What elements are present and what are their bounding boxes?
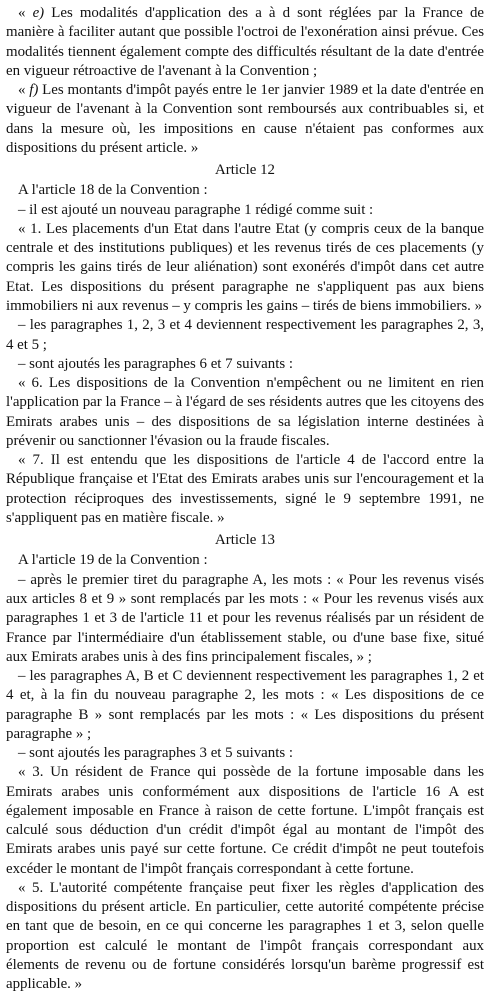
article-12-item-1: – il est ajouté un nouveau paragraphe 1 rédigé comme suit : (18, 201, 374, 218)
article-12-item-2: – les paragraphes 1, 2, 3 et 4 deviennent respectivement les paragraphes 2, 3, 4 et 5 ; (6, 317, 484, 353)
article-13-item-3: – sont ajoutés les paragraphes 3 et 5 suivants : (18, 745, 294, 762)
article-13-heading: Article 13 (215, 532, 275, 549)
paragraph-e-text: Les modalités d'application des a à d sont réglées par la France de manière à faciliter autant que possible l'octroi de l'exonération ainsi prévue. Ces modalités tiennent également compte des difficultés résultant de la date d'entrée en vigueur rétroactive de l'avenant à la Convention ; (6, 5, 484, 79)
article-13-item-2: – les paragraphes A, B et C deviennent respectivement les paragraphes 1, 2 et 4 et, à la fin du nouveau paragraphe 2, les mots : « Les dispositions de ce paragraphe B » sont remplacés par les mots : « Les dispositions du présent paragraphe » ; (6, 668, 484, 742)
article-13-quote-3: « 3. Un résident de France qui possède de la fortune imposable dans les Emirats arabes unis conformément aux dispositions de l'article 16 A est également imposable en France à raison de cette fortune. L'impôt français est calculé sous déduction d'un crédit d'impôt égal au montant de l'impôt des Emirats arabes unis payé sur cette fortune. Ce crédit d'impôt ne peut toutefois excéder le montant de l'impôt français correspondant à cette fortune. (6, 764, 484, 877)
paragraph-e-label: e) (32, 5, 45, 21)
article-13-item-1: – après le premier tiret du paragraphe A, les mots : « Pour les revenus visés aux articles 8 et 9 » sont remplacés par les mots : « Pour les revenus visés aux paragraphes 1 et 3 de l'article 11 et pour les revenus réalisés par un résident de France par l'intermédiaire d'un établissement stable, ou d'une base fixe, situé aux Emirats arabes unis à des fins principalement fiscales, » ; (6, 571, 484, 665)
paragraph-f-label: f) (29, 82, 39, 99)
article-12-heading: Article 12 (215, 162, 275, 179)
paragraph-f: « f) Les montants d'impôt payés entre le 1er janvier 1989 et la date d'entrée en vigueur de l'avenant à la Convention sont remboursés aux contribuables si, et dans la mesure où, les impositions en cause n'étaient pas conformes aux dispositions du présent article. » (6, 82, 484, 156)
article-12-intro: A l'article 18 de la Convention : (18, 182, 208, 199)
paragraph-e: « e) Les modalités d'application des a à d sont réglées par la France de manière à faciliter autant que possible l'octroi de l'exonération ainsi prévue. Ces modalités tiennent également compte des difficultés résultant de la date d'entrée en vigueur rétroactive de l'avenant à la Convention ; (6, 5, 484, 79)
paragraph-f-text: Les montants d'impôt payés entre le 1er janvier 1989 et la date d'entrée en vigueur de l'avenant à la Convention sont remboursés aux contribuables si, et dans la mesure où, les impositions en cause n'étaient pas conformes aux dispositions du présent article. » (6, 82, 484, 156)
article-12-quote-6: « 6. Les dispositions de la Convention n'empêchent ou ne limitent en rien l'application par la France – à l'égard de ses résidents autres que les citoyens des Emirats arabes unis – des dispositions de sa législation interne destinées à prévenir ou sanctionner l'évasion ou la fraude fiscales. (6, 375, 484, 449)
article-12-quote-1: « 1. Les placements d'un Etat dans l'autre Etat (y compris ceux de la banque centrale et des institutions publiques) et les revenus tirés de ces placements (y compris les gains tirés de leur aliénation) sont exonérés d'impôt dans cet autre Etat. Les dispositions du présent paragraphe ne s'appliquent pas aux biens immobiliers ni aux revenus – y compris les gains – tirés de biens immobiliers. » (6, 220, 484, 314)
article-13-intro: A l'article 19 de la Convention : (18, 552, 208, 569)
article-12-item-3: – sont ajoutés les paragraphes 6 et 7 suivants : (18, 355, 294, 372)
article-12-quote-7: « 7. Il est entendu que les dispositions de l'article 4 de l'accord entre la République française et l'Etat des Emirats arabes unis sur l'encouragement et la protection réciproques des investissements, signé le 9 septembre 1991, ne s'appliquent pas en matière fiscale. » (6, 452, 484, 526)
article-13-quote-5: « 5. L'autorité compétente française peut fixer les règles d'application des dispositions du présent article. En particulier, cette autorité compétente précise en tant que de besoin, en ce qui concerne les paragraphes 1 et 3, selon quelle proportion est calculé le montant de l'impôt français correspondant aux élements de revenu ou de fortune considérés lorsqu'un barème progressif est applicable. » (6, 879, 484, 993)
